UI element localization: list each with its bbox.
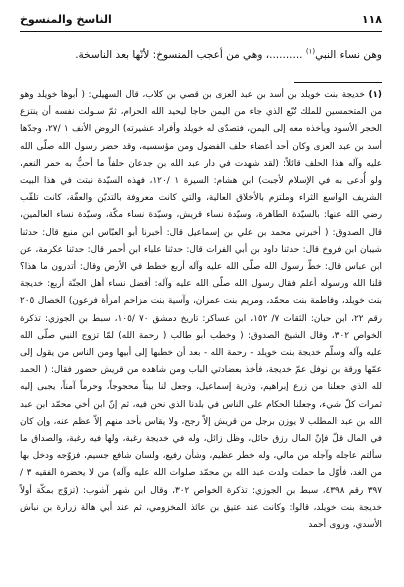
footnote-number: (١) — [368, 90, 382, 100]
footnote-text: خديجة بنت خويلد بن أسد بن عبد العزى بن قصي بن كلاب، قال السهيلي: ( أبوها خويلد وهو من المتحمسين للملك تُبّع الذي جاء من اليمن حاجا ليحيد الله الحرام، ثمّ سـولت نفسه أن ينتزع الحجر الأسود ويأخذه معه إلى اليمن، فتصدّى له خويلد وأفراد عشيرته) الروض الأنف ١ /٢٧، وجدّها أسد بن عبد العزى وكان أحد أعضاء حلف الفضول ومن مؤسسيه، وقد حضر رسول الله صلّى الله عليه وآله هذا الحلف قائلاً: (لقد شهدت في دار عبد الله بن جدعان حلفاً ما أحبُّ به حمر النعم، ولو أُدعى به في الإسلام لأجبت) ابن هشام: السيرة ١ /١٢٠، فهذه السيّدة نبتت في هذا البيت الشريف الواسع الثراء وملتزم بالأخلاق العالية، والتي كانت معروفة بالتديّن والعفّة، كانت تلقّب رضي الله عنها: بالسيّدة الطاهرة، وسيّدة نساء قريش، وسيّدة نساء مكّة، وسيّدة نساء العالمين، قال الصدوق: ( أخبرني محمد بن علي بن إسماعيل قال: أخبرنا أبو العبّاس ابن منيع قال: حدثنا شيبان ابن فروخ قال: حدثنا داود بن أبي الفرات قال: حدثنا علباء ابن أحمر قال: حدثنا عكرمة، عن ابن عباس قال: خطّ رسول الله صلّى الله عليه وآله أربع خطط في الأرض وقال: أتدرون ما هذا؟ قلنا الله ورسوله أعلم فقال رسول الله صلّى الله عليه وآله: أفضل نساء أهل الجنّة أربع: خديجة بنت خويلد، وفاطمة بنت محمّد، ومريم بنت عمران، وآسية بنت مزاحم امرأة فرعون) الخصال ٢٠٥ رقم ٢٢، ابن حبان: الثقات ٧/ ١٥٢، ابن عساكر: تاريخ دمشق ٧٠ /١٠٥، سبط بن الجوزي: تذكرة الخواص ٣٠٢، وقال الشيخ الصدوق: ( وخطب أبو طالب ( رحمة الله) لمّا تزوج النبي صلّى الله عليه وآله وسلّم خديجة بنت خويلد - رحمة الله - بعد أن خطبها إلى أبيها ومن الناس من يقول إلى عمّها ورقة بن نوفل عمّ خديجة، فأخذ بعضادتي الباب ومن شاهده من قريش حضور فقال: ( الحمد لله الذي جعلنا من زرع إبراهيم، وذرية إسماعيل، وجعل لنا بيتاً محجوجاً، وحرماً آمناً، يجبى إليه ثمرات كلّ شيء، وجعلنا الحكام على الناس في بلدنا الذي نحن فيه، ثم إنّ ابن أخي محمّد ابن عبد الله بن عبد المطلب لا يوزن برجل من قريش إلاّ رجح، ولا يقاس بأحد منهم إلاّ عظم عنه، وإن كان في المال قلّ فإنّ المال رزق حائل، وظل زائل، وله في خديجة رغبة، ولها فيه رغبة، والصداق ما سألتم عاجله وآجله من مالي، وله خطر عظيم، وشأن رفيع، ولسان شافع جسيم، فزوّجه ودخل بها من الغد، فأوّل ما حملت ولدت عبد الله بن محمّد صلوات الله عليه وآله) من لا يحضره الفقيه ٣ /٣٩٧ رقم ٤٣٩٨، سبط بن الجوزي: تذكرة الخواص ٣٠٢، وقال ابن شهر آشوب: (تزوّج بمكّة أولاً خديجة بنت خويلد، قالوا: وكانت عند عتيق بن عائذ المخزومي، ثم عند أبي هالة زرارة بن نباش الأسدي، وروى أحمد — [20, 90, 383, 531]
footnote-divider — [294, 82, 382, 83]
main-text-before-ref: وهن نساء النبي — [315, 49, 382, 61]
running-title: الناسخ والمنسوخ — [20, 12, 112, 26]
page-number: ١١٨ — [361, 12, 382, 26]
page-header — [20, 10, 382, 32]
main-text-after-ref: ..........، وهي من أعجب المنسوخ: لأنّها بعد الناسخة. — [75, 49, 306, 61]
footnote-reference: (١) — [305, 47, 316, 56]
footnote — [20, 87, 382, 534]
main-text — [20, 46, 382, 64]
